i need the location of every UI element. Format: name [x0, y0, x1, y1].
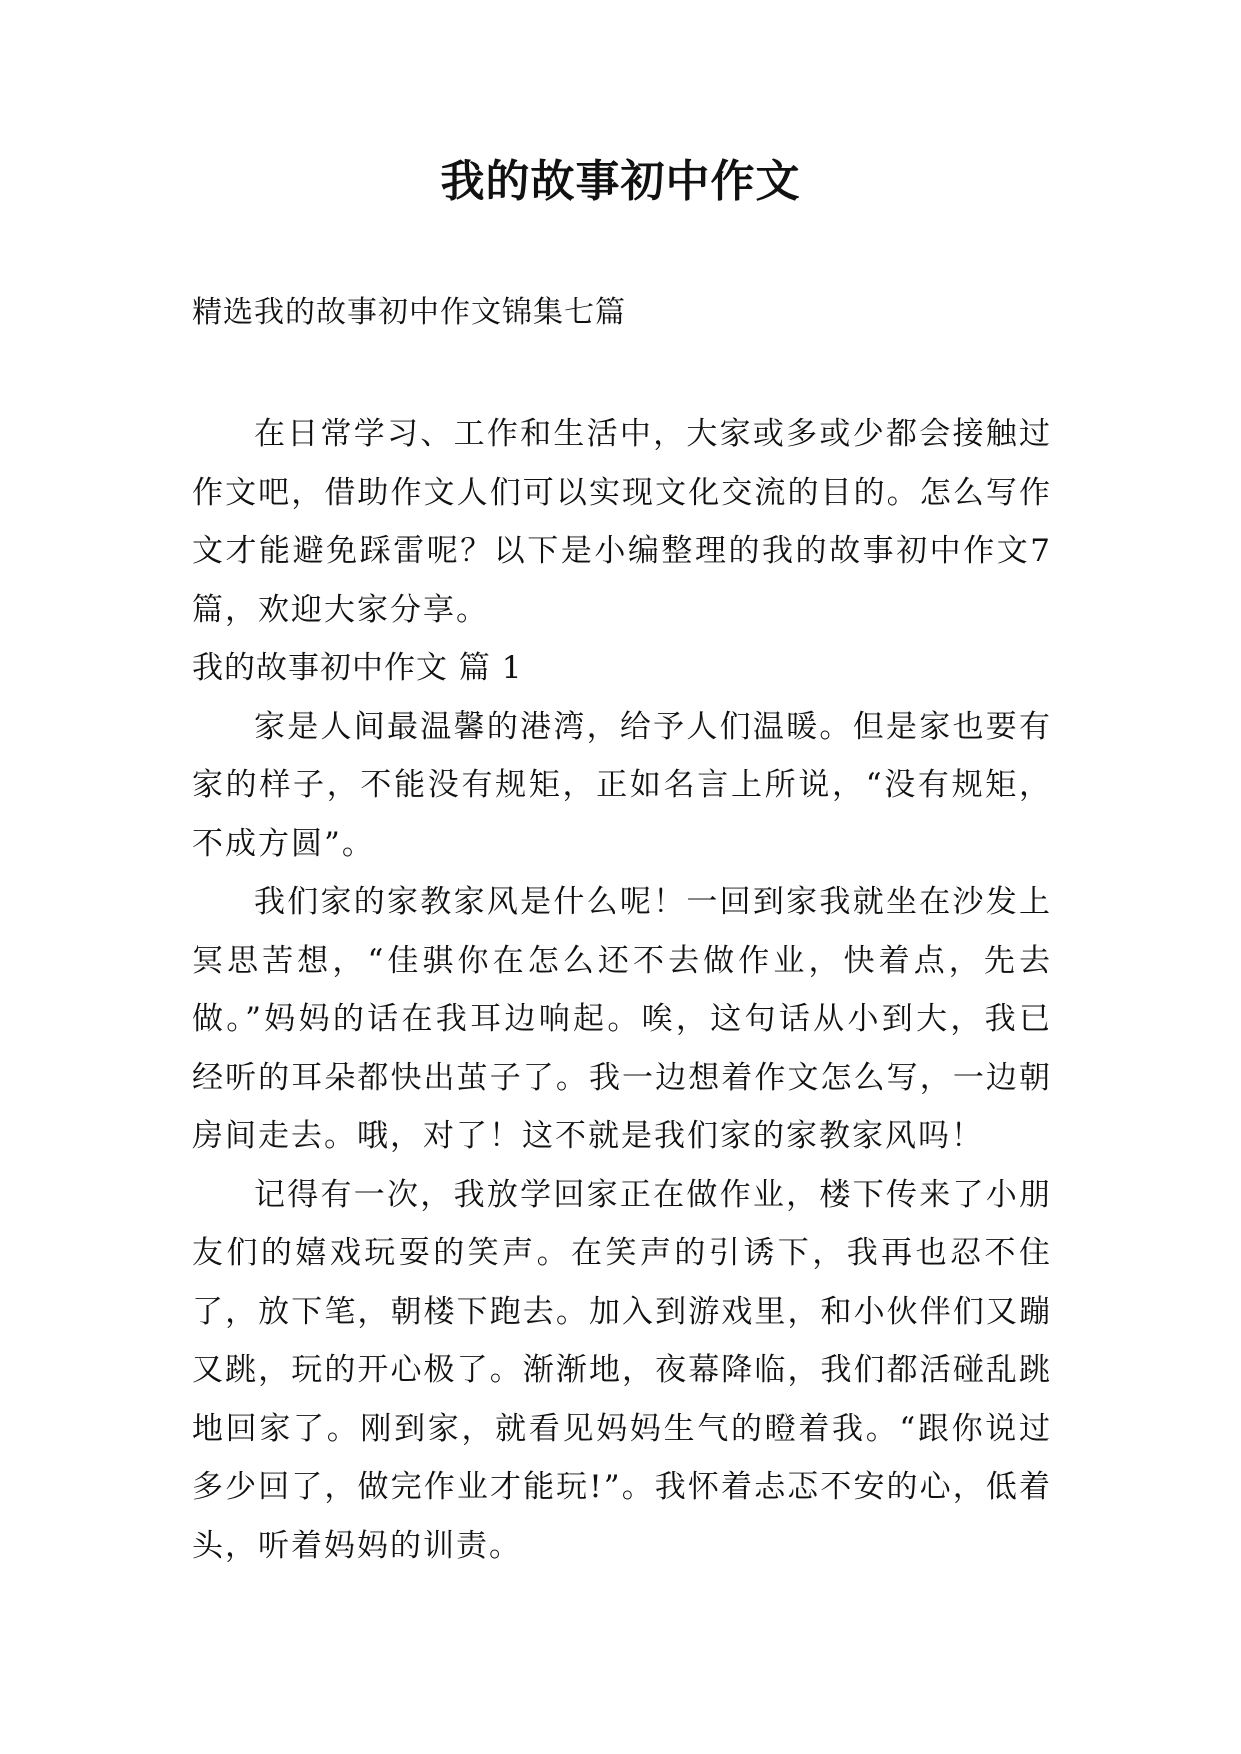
body-paragraph: 家是人间最温馨的港湾，给予人们温暖。但是家也要有家的样子，不能没有规矩，正如名言上所说，“没有规矩，不成方圆”。	[192, 708, 1052, 862]
body-paragraph: 记得有一次，我放学回家正在做作业，楼下传来了小朋友们的嬉戏玩耍的笑声。在笑声的引诱下，我再也忍不住了，放下笔，朝楼下跑去。加入到游戏里，和小伙伴们又蹦又跳，玩的开心极了。渐渐地，夜幕降临，我们都活碰乱跳地回家了。刚到家，就看见妈妈生气的瞪着我。“跟你说过多少回了，做完作业才能玩!”。我怀着忐忑不安的心，低着头，听着妈妈的训责。	[192, 1176, 1052, 1564]
intro-paragraph: 在日常学习、工作和生活中，大家或多或少都会接触过作文吧，借助作文人们可以实现文化交流的目的。怎么写作文才能避免踩雷呢？以下是小编整理的我的故事初中作文7篇，欢迎大家分享。	[192, 416, 1052, 628]
body-paragraph: 我们家的家教家风是什么呢！一回到家我就坐在沙发上冥思苦想，“佳骐你在怎么还不去做作业，快着点，先去做。”妈妈的话在我耳边响起。唉，这句话从小到大，我已经听的耳朵都快出茧子了。我一边想着作文怎么写，一边朝房间走去。哦，对了！这不就是我们家的家教家风吗！	[192, 884, 1052, 1154]
document-subtitle: 精选我的故事初中作文锦集七篇	[192, 295, 626, 330]
document-title: 我的故事初中作文	[440, 156, 801, 207]
section-heading: 我的故事初中作文 篇 1	[192, 650, 523, 686]
document-body	[192, 405, 1052, 1575]
